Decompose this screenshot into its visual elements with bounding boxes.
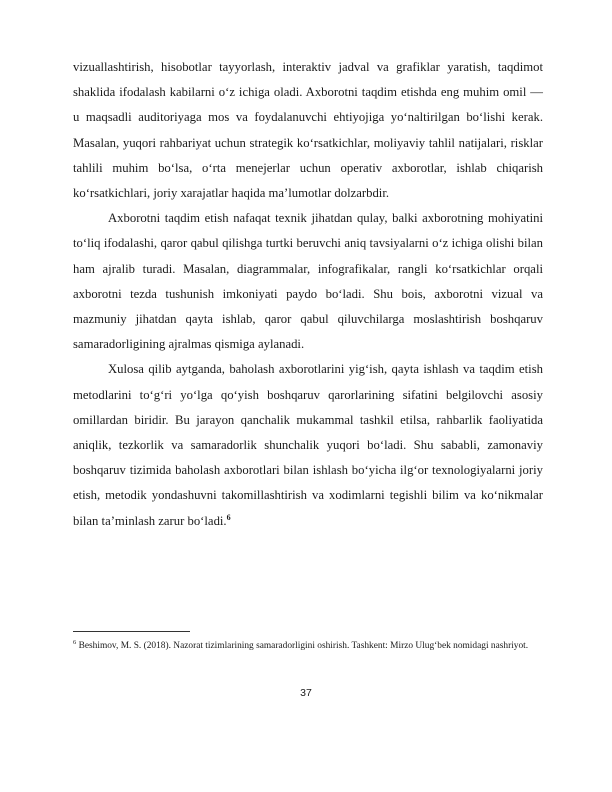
footnote-text: Beshimov, M. S. (2018). Nazorat tizimlarining samaradorligini oshirish. Tashkent: Mirzo Ulug‘bek nomidagi nashriyot.	[78, 641, 529, 651]
page-body	[73, 55, 543, 534]
footnote	[73, 636, 543, 656]
paragraph-3	[73, 357, 543, 533]
page-number: 37	[300, 687, 312, 699]
footnote-mark: 6	[73, 638, 77, 646]
paragraph-2: Axborotni taqdim etish nafaqat texnik jihatdan qulay, balki axborotning mohiyatini to‘liq ifodalashi, qaror qabul qilishga turtki beruvchi aniq tavsiyalarni o‘z ichiga olishi bilan ham ajralib turadi. Masalan, diagrammalar, infografikalar, rangli ko‘rsatkichlar orqali axborotni tezda tushunish imkoniyati paydo bo‘ladi. Shu bois, axborotni vizual va mazmuniy jihatdan qayta ishlab, qaror qabul qiluvchilarga moslashtirish boshqaruv samaradorligining ajralmas qismiga aylanadi.	[73, 211, 543, 352]
paragraph-3-text: Xulosa qilib aytganda, baholash axborotlarini yig‘ish, qayta ishlash va taqdim etish metodlarini to‘g‘ri yo‘lga qo‘yish boshqaruv qarorlarining sifatini belgilovchi asosiy omillardan biridir. Bu jarayon qanchalik mukammal tashkil etilsa, rahbarlik faoliyatida aniqlik, tezkorlik va samaradorlik shunchalik yuqori bo‘ladi. Shu sababli, zamonaviy boshqaruv tizimida baholash axborotlari bilan ishlash bo‘yicha ilg‘or texnologiyalarni joriy etish, metodik yondashuvni takomillashtirish va xodimlarni tegishli bilim va ko‘nikmalar bilan ta’minlash zarur bo‘ladi.	[73, 362, 543, 528]
footnote-separator	[73, 631, 190, 632]
footnote-reference[interactable]: 6	[226, 512, 231, 522]
paragraph-1: vizuallashtirish, hisobotlar tayyorlash, interaktiv jadval va grafiklar yaratish, taqdimot shaklida ifodalash kabilarni o‘z ichiga oladi. Axborotni taqdim etishda eng muhim omil — u maqsadli auditoriyaga mos va foydalanuvchi ehtiyojiga yo‘naltirilgan bo‘lishi kerak. Masalan, yuqori rahbariyat uchun strategik ko‘rsatkichlar, moliyaviy tahlil natijalari, risklar tahlili muhim bo‘lsa, o‘rta menejerlar uchun operativ axborotlar, ishlab chiqarish ko‘rsatkichlari, joriy xarajatlar haqida ma’lumotlar dolzarbdir.	[73, 60, 543, 201]
